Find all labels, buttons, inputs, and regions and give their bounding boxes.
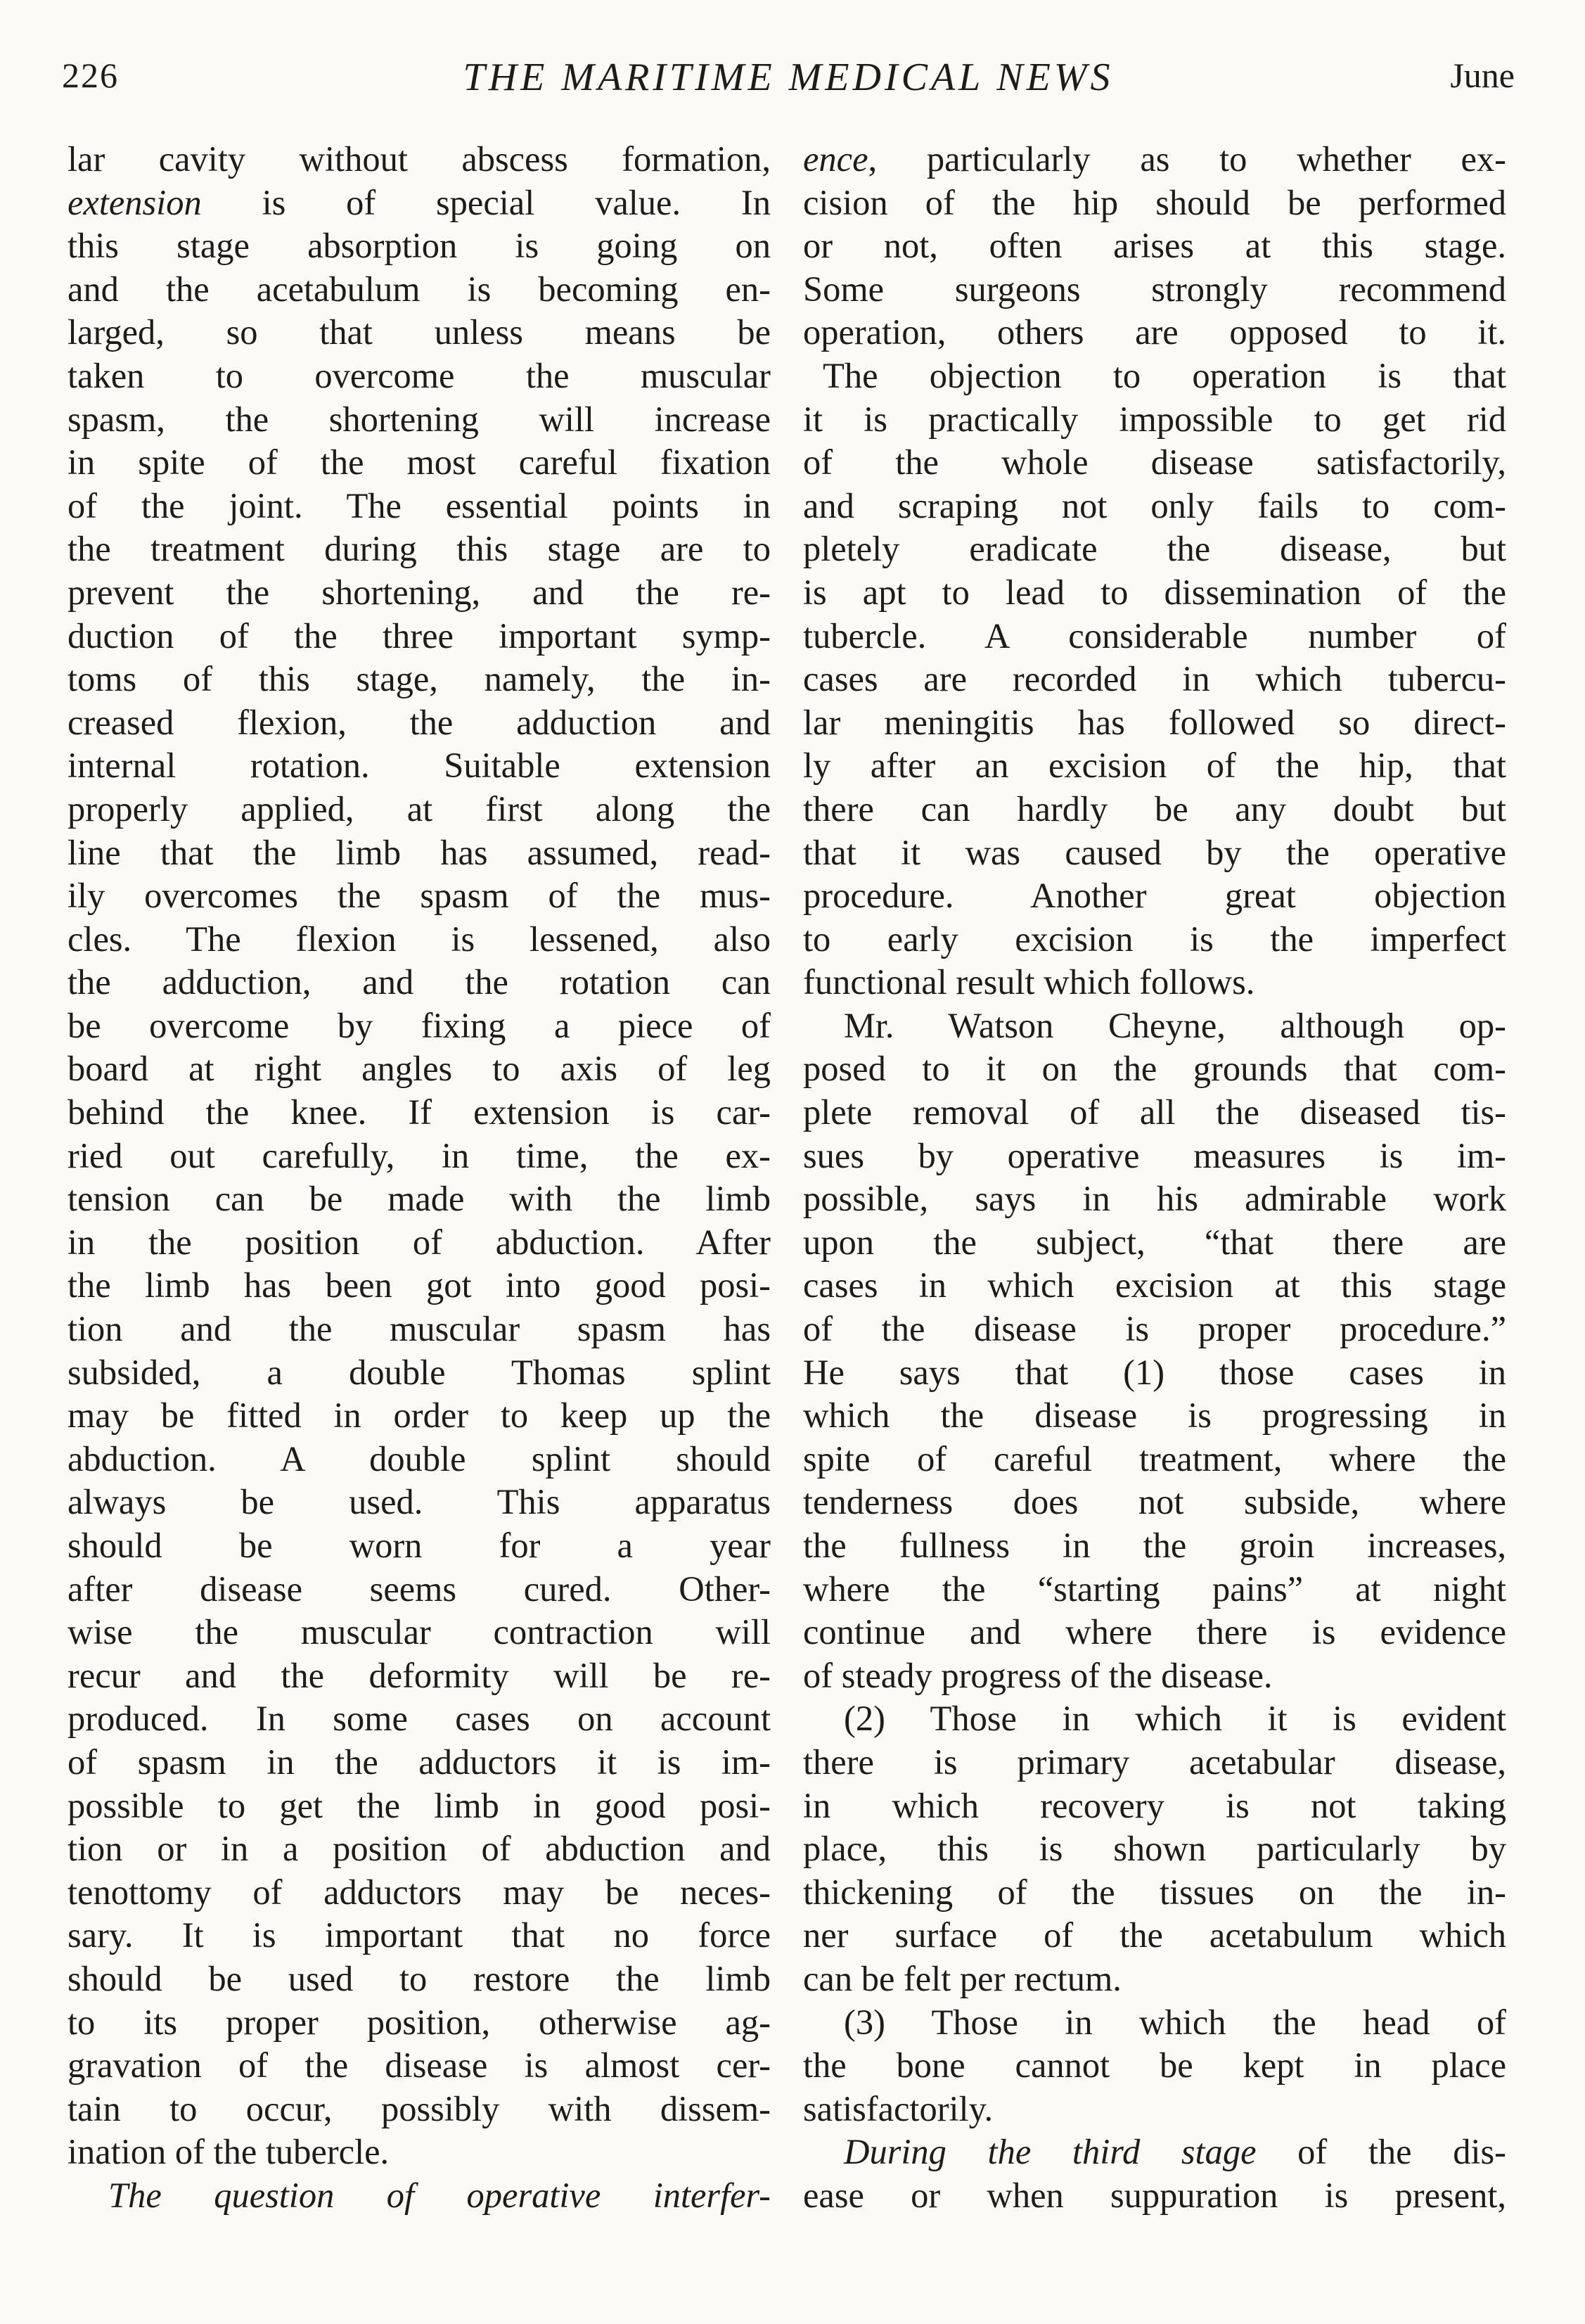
text-line: the limb has been got into good posi- xyxy=(68,1265,771,1305)
text-line: continue and where there is evidence xyxy=(803,1612,1506,1652)
text-line: ried out carefully, in time, the ex- xyxy=(68,1135,771,1175)
text-line: produced. In some cases on account xyxy=(68,1699,771,1739)
text-line: ease or when suppuration is present, xyxy=(803,2175,1506,2215)
text-line: and the acetabulum is becoming en- xyxy=(68,269,771,309)
text-line: gravation of the disease is almost cer- xyxy=(68,2045,771,2086)
text-line: always be used. This apparatus xyxy=(68,1482,771,1522)
text-line: behind the knee. If extension is car- xyxy=(68,1092,771,1132)
text-line: Some surgeons strongly recommend xyxy=(803,269,1506,309)
text-line: possible, says in his admirable work xyxy=(803,1179,1506,1219)
text-line: may be fitted in order to keep up the xyxy=(68,1396,771,1436)
right-column xyxy=(803,138,1506,2218)
text-line: of spasm in the adductors it is im- xyxy=(68,1742,771,1782)
text-line: satisfactorily. xyxy=(803,2088,994,2128)
text-line: there can hardly be any doubt but xyxy=(803,788,1506,829)
text-line: tion and the muscular spasm has xyxy=(68,1309,771,1349)
text-line: functional result which follows. xyxy=(803,962,1255,1002)
text-line: this stage absorption is going on xyxy=(68,226,771,266)
text-line: prevent the shortening, and the re- xyxy=(68,572,771,612)
text-line: cision of the hip should be performed xyxy=(803,182,1506,222)
text-line: line that the limb has assumed, read- xyxy=(68,832,771,872)
text-line: possible to get the limb in good posi- xyxy=(68,1785,771,1825)
text-line: be overcome by fixing a piece of xyxy=(68,1005,771,1045)
text-line: cases in which excision at this stage xyxy=(803,1265,1506,1305)
text-line: The objection to operation is that xyxy=(823,355,1506,395)
text-line: extension is of special value. In xyxy=(68,182,771,222)
text-line: or not, often arises at this stage. xyxy=(803,226,1506,266)
text-line: cases are recorded in which tubercu- xyxy=(803,659,1506,699)
text-line: which the disease is progressing in xyxy=(803,1396,1506,1436)
text-line: to early excision is the imperfect xyxy=(803,919,1506,959)
text-line: (3) Those in which the head of xyxy=(844,2002,1506,2042)
text-line: tain to occur, possibly with dissem- xyxy=(68,2088,771,2128)
page-number: 226 xyxy=(62,56,119,95)
text-line: spasm, the shortening will increase xyxy=(68,399,771,439)
text-line: tension can be made with the limb xyxy=(68,1179,771,1219)
text-line: upon the subject, “that there are xyxy=(803,1222,1506,1262)
journal-title: THE MARITIME MEDICAL NEWS xyxy=(463,56,1114,99)
text-line: lar cavity without abscess formation, xyxy=(68,139,771,179)
text-line: the fullness in the groin increases, xyxy=(803,1526,1506,1565)
text-line: should be worn for a year xyxy=(68,1526,771,1565)
text-line: the treatment during this stage are to xyxy=(68,529,771,569)
text-line: it is practically impossible to get rid xyxy=(803,399,1506,439)
text-line: can be felt per rectum. xyxy=(803,1958,1122,1998)
text-line: pletely eradicate the disease, but xyxy=(803,529,1506,569)
text-line: is apt to lead to dissemination of the xyxy=(803,572,1506,612)
text-line: in spite of the most careful fixation xyxy=(68,442,771,483)
running-month: June xyxy=(1450,56,1515,95)
text-line: of the disease is proper procedure.” xyxy=(803,1309,1506,1349)
text-line: in the position of abduction. After xyxy=(68,1222,771,1262)
text-line: sary. It is important that no force xyxy=(68,1915,771,1955)
text-line: tion or in a position of abduction and xyxy=(68,1829,771,1869)
text-line: where the “starting pains” at night xyxy=(803,1569,1506,1609)
text-line: wise the muscular contraction will xyxy=(68,1612,771,1652)
text-line: tenderness does not subside, where xyxy=(803,1482,1506,1522)
text-line: internal rotation. Suitable extension xyxy=(68,746,771,786)
text-line: Mr. Watson Cheyne, although op- xyxy=(844,1005,1506,1045)
text-line: of the joint. The essential points in xyxy=(68,485,771,525)
left-column xyxy=(68,138,771,2218)
running-header xyxy=(62,55,1515,111)
text-line: creased flexion, the adduction and xyxy=(68,702,771,742)
text-line: board at right angles to axis of leg xyxy=(68,1049,771,1089)
text-line: spite of careful treatment, where the xyxy=(803,1438,1506,1479)
text-line: posed to it on the grounds that com- xyxy=(803,1049,1506,1089)
text-line: plete removal of all the diseased tis- xyxy=(803,1092,1506,1132)
text-line: duction of the three important symp- xyxy=(68,615,771,656)
text-line: ination of the tubercle. xyxy=(68,2132,390,2172)
text-line: recur and the deformity will be re- xyxy=(68,1655,771,1695)
text-line: operation, others are opposed to it. xyxy=(803,312,1506,352)
text-line: properly applied, at first along the xyxy=(68,788,771,829)
text-line: He says that (1) those cases in xyxy=(803,1352,1506,1392)
text-line: that it was caused by the operative xyxy=(803,832,1506,872)
text-line: the adduction, and the rotation can xyxy=(68,962,771,1002)
text-line: there is primary acetabular disease, xyxy=(803,1742,1506,1782)
text-line: tenottomy of adductors may be neces- xyxy=(68,1872,771,1912)
text-line: the bone cannot be kept in place xyxy=(803,2045,1506,2086)
text-line: ly after an excision of the hip, that xyxy=(803,746,1506,786)
text-line: after disease seems cured. Other- xyxy=(68,1569,771,1609)
text-line: of the whole disease satisfactorily, xyxy=(803,442,1506,483)
text-line: ence, particularly as to whether ex- xyxy=(803,139,1506,179)
text-line: subsided, a double Thomas splint xyxy=(68,1352,771,1392)
text-line: The question of operative interfer- xyxy=(108,2175,771,2215)
text-line: procedure. Another great objection xyxy=(803,876,1506,916)
text-line: ner surface of the acetabulum which xyxy=(803,1915,1506,1955)
text-line: in which recovery is not taking xyxy=(803,1785,1506,1825)
text-line: thickening of the tissues on the in- xyxy=(803,1872,1506,1912)
text-line: lar meningitis has followed so direct- xyxy=(803,702,1506,742)
text-line: abduction. A double splint should xyxy=(68,1438,771,1479)
text-line: to its proper position, otherwise ag- xyxy=(68,2002,771,2042)
text-line: larged, so that unless means be xyxy=(68,312,771,352)
text-line: tubercle. A considerable number of xyxy=(803,615,1506,656)
text-line: During the third stage of the dis- xyxy=(844,2132,1506,2172)
text-line: and scraping not only fails to com- xyxy=(803,485,1506,525)
text-line: ily overcomes the spasm of the mus- xyxy=(68,876,771,916)
text-line: cles. The flexion is lessened, also xyxy=(68,919,771,959)
text-line: (2) Those in which it is evident xyxy=(844,1699,1506,1739)
text-line: taken to overcome the muscular xyxy=(68,355,771,395)
text-line: place, this is shown particularly by xyxy=(803,1829,1506,1869)
text-line: toms of this stage, namely, the in- xyxy=(68,659,771,699)
text-line: of steady progress of the disease. xyxy=(803,1655,1273,1695)
text-line: sues by operative measures is im- xyxy=(803,1135,1506,1175)
text-line: should be used to restore the limb xyxy=(68,1958,771,1998)
